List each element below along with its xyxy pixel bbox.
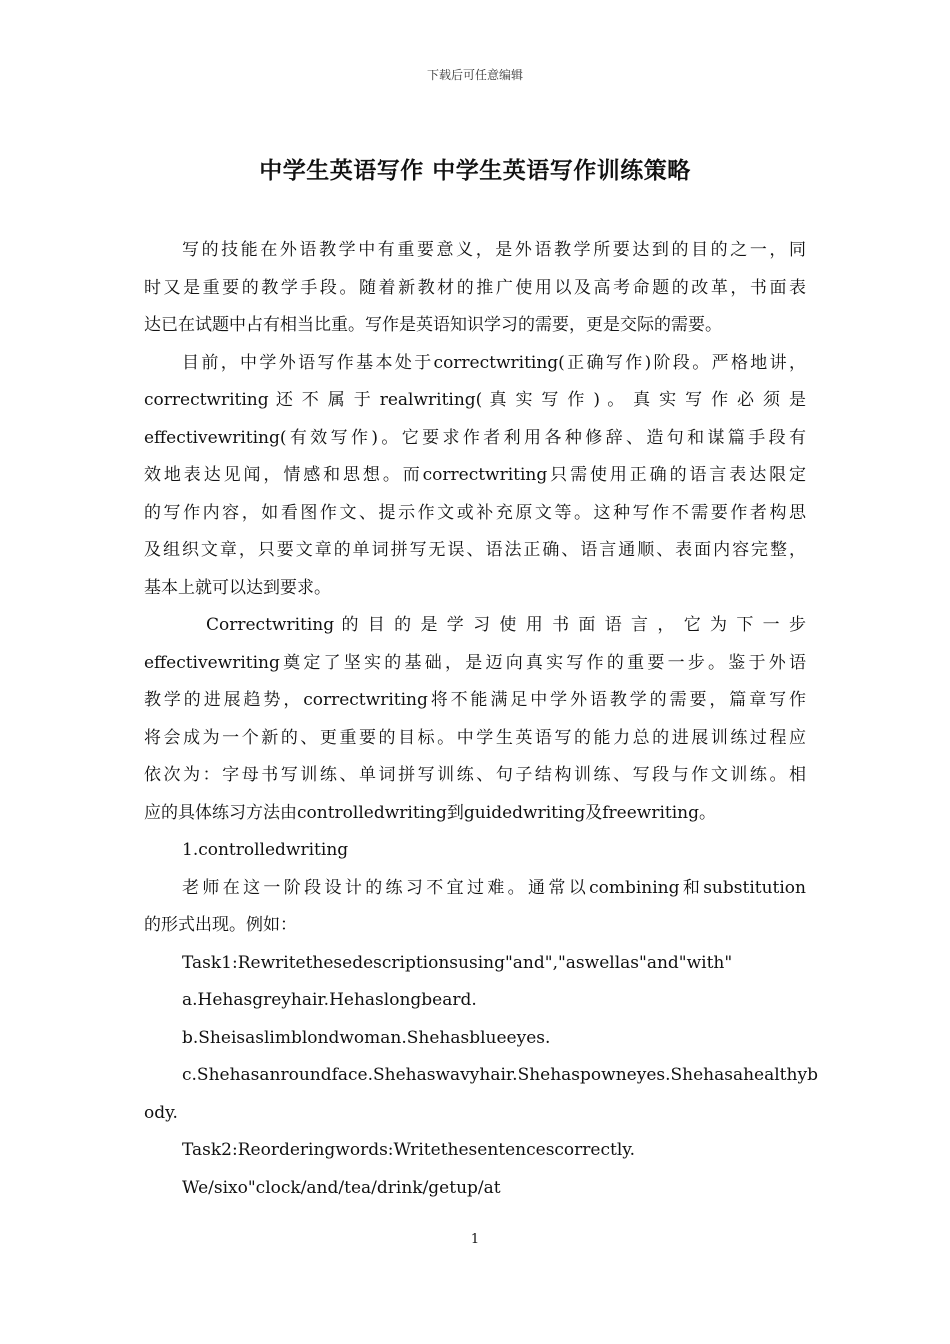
task-1-item-c: [144, 1057, 818, 1132]
text-line: 目前，中学外语写作基本处于correctwriting(正确写作)阶段。严格地讲，: [182, 352, 806, 373]
paragraph-2: [144, 345, 806, 608]
paragraph-4: [144, 870, 806, 945]
text-line: 教学的进展趋势，correctwriting将不能满足中学外语教学的需要，篇章写作: [144, 690, 806, 710]
text-line: ody.: [144, 1102, 178, 1123]
text-line: correctwriting 还 不 属 于 realwriting( 真 实 写 作 ) 。 真 实 写 作 必 须 是: [144, 390, 806, 410]
task-2-item: We/sixo"clock/and/tea/drink/getup/at: [182, 1177, 501, 1198]
text-line: c.Shehasanroundface.Shehaswavyhair.Shehaspowneyes.Shehasahealthyb: [182, 1065, 818, 1085]
text-line: 写的技能在外语教学中有重要意义，是外语教学所要达到的目的之一，同: [182, 240, 806, 260]
text-line: 及组织文章，只要文章的单词拼写无误、语法正确、语言通顺、表面内容完整，: [144, 540, 806, 560]
text-line: effectivewriting(有效写作)。它要求作者利用各种修辞、造句和谋篇手段有: [144, 427, 806, 448]
paragraph-1: [144, 232, 806, 345]
text-line: effectivewriting奠定了坚实的基础，是迈向真实写作的重要一步。鉴于外语: [144, 652, 806, 673]
page-number: 1: [470, 1232, 480, 1247]
paragraph-3: [144, 607, 806, 832]
section-heading: 1.controlledwriting: [182, 840, 349, 860]
text-line: 基本上就可以达到要求。: [144, 577, 331, 598]
page-title: 中学生英语写作 中学生英语写作训练策略: [259, 157, 691, 184]
task-1-item-a: a.Hehasgreyhair.Hehaslongbeard.: [182, 990, 477, 1010]
task-1-item-b: b.Sheisaslimblondwoman.Shehasblueeyes.: [182, 1027, 551, 1048]
text-line: Correctwriting 的 目 的 是 学 习 使 用 书 面 语 言 ， 它 为 下 一 步: [206, 615, 806, 635]
text-line: 将会成为一个新的、更重要的目标。中学生英语写的能力总的进展训练过程应: [144, 727, 806, 748]
text-line: 的写作内容，如看图作文、提示作文或补充原文等。这种写作不需要作者构思: [144, 502, 806, 523]
text-line: 效地表达见闻，情感和思想。而correctwriting只需使用正确的语言表达限定: [144, 465, 806, 485]
text-line: 依次为：字母书写训练、单词拼写训练、句子结构训练、写段与作文训练。相: [144, 765, 806, 785]
text-line: 达已在试题中占有相当比重。写作是英语知识学习的需要，更是交际的需要。: [144, 315, 722, 335]
text-line: 老师在这一阶段设计的练习不宜过难。通常以combining和substitution: [182, 877, 806, 898]
task-1: Task1:Rewritethesedescriptionsusing"and","aswellas"and"with": [182, 952, 733, 973]
header-note: 下载后可任意编辑: [426, 68, 523, 82]
text-line: 时又是重要的教学手段。随着新教材的推广使用以及高考命题的改革，书面表: [144, 277, 806, 298]
text-line: 的形式出现。例如：: [144, 915, 297, 935]
text-line: 应的具体练习方法由controlledwriting到guidedwriting及freewriting。: [144, 802, 716, 823]
document-body: [144, 232, 818, 1207]
task-2: Task2:Reorderingwords:Writethesentencescorrectly.: [182, 1140, 636, 1160]
